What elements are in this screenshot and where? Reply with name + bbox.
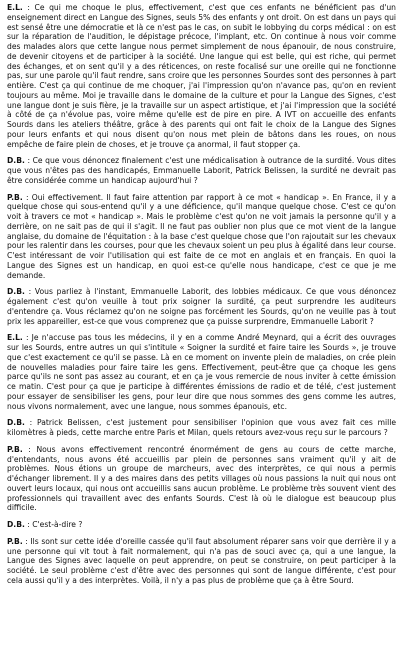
paragraph-text: : Vous parliez à l'instant, Emmanuelle Laborit, des lobbies médicaux. Ce que vous dénoncez également c'est qu'on veuille à tout prix soigner la surdité, ça peut surprendre les auditeurs d'entendre ça. Vous réclamez qu'on ne soigne pas forcément les Sourds, qu'on ne veuille pas à tout prix les appareiller, est-ce que vous comprenez que ça puisse surprendre, Emmanuelle Laborit ? [7,287,396,326]
paragraph-text: : Ce que vous dénoncez finalement c'est une médicalisation à outrance de la surdité. Vous dites que vous n'êtes pas des handicapés, Emmanuelle Laborit, Patrick Belissen, la surdité ne devrait pas être considérée comme un handicap aujourd'hui ? [7,156,396,185]
paragraph-text: : Nous avons effectivement rencontré énormément de gens au cours de cette marche, d'entendants, nous avons été accueillis par plein de personnes sans vraiment qu'il y ait de problèmes. Nous étions un groupe de marcheurs, avec des interprètes, ce qui nous a permis d'échanger librement. Il y a des maires dans des petits villages où nous passions la nuit qui nous ont ouvert leurs locaux, qui nous ont accueillis sans aucun problème. Le problème très souvent vient des professionnels qui travaillent avec des enfants Sourds. C'est là où le dialogue est beaucoup plus difficile. [7,444,396,513]
paragraph-pb-1 [7,193,396,281]
paragraph-db-3 [7,418,396,438]
paragraph-db-2 [7,287,396,326]
paragraph-text: : Ce qui me choque le plus, effectivement, c'est que ces enfants ne bénéficient pas d'un enseignement direct en Langue des Signes, seuls 5% des enfants y ont droit. On est dans un pays qui est sensé être une démocratie et là ce n'est pas le cas, on subit le lobbying du corps médical : on est sur la réparation de l'audition, le dépistage précoce, l'implant, etc. On continue à nous voir comme des malades alors que cette langue nous permet simplement de nous épanouir, de nous construire, de devenir citoyens et de participer à la société. Une langue qui est belle, qui est riche, qui permet des échanges, et on sent qu'il y a des réticences, on reste focalisé sur une oreille qui ne fonctionne pas, sur une parole qu'il faut rendre, sans croire que les personnes Sourdes sont des personnes à part entière. C'est ça qui continue de me choquer, j'ai l'impression qu'on n'avance pas, qu'on en revient toujours au même. Moi je travaille dans le domaine de la culture et pour la Langue des Signes, c'est une langue dont je suis fière, je la travaille sur un aspect artistique, et j'ai l'impression que la société à côté de ça n'évolue pas, voire même qu'elle est de pire en pire. A IVT on accueille des enfants Sourds dans les ateliers théâtre, grâce à des parents qui ont fait le choix de la Langue des Signes pour leurs enfants et qui nous disent qu'on nous met plein de bâtons dans les roues, on nous empêche de faire plein de choses, et je trouve ça anormal, il faut stopper ça. [7,3,396,149]
speaker-label: E.L. [7,3,23,12]
speaker-label: D.B. [7,156,25,166]
paragraph-pb-3 [7,537,396,586]
paragraph-db-4 [7,520,396,530]
paragraph-text: : Oui effectivement. Il faut faire attention par rapport à ce mot « handicap ». En France, il y a quelque chose qui sous-entend qu'il y a une déficience, qu'il manque quelque chose. C'est ce qu'on voit à travers ce mot « handicap ». Mais le problème c'est qu'on ne voit jamais la personne qu'il y a derrière, on ne sait pas de qui il s'agit. Il ne faut pas oublier non plus que ce mot vient de la langue anglaise, du domaine de l'équitation : à la base c'est quelque chose que l'on rajoutait sur les chevaux pour les ralentir dans les courses, pour que les chevaux soient un peu plus à égalité dans leur course. C'est intéressant de voir l'utilisation qui est faite de ce mot en anglais et en français. En quoi la Langue des Signes est un handicap, en quoi est-ce qu'elle nous handicape, c'est ce que je me demande. [7,192,396,280]
paragraph-text: : Patrick Belissen, c'est justement pour sensibiliser l'opinion que vous avez fait ces mille kilomètres à pieds, cette marche entre Paris et Milan, quels retours avez-vous reçu sur le parcours ? [7,418,396,437]
paragraph-text: : Je n'accuse pas tous les médecins, il y en a comme André Meynard, qui a écrit des ouvrages sur les Sourds, entre autres un qui s'intitule « Soigner la surdité et faire taire les Sourds », je trouve que c'est exactement ce qu'il se passe. Là en ce moment on invente plein de maladies, on crée plein de nouvelles maladies pour faire taire les gens. Effectivement, peut-être que ça choque les gens parce qu'ils ne sont pas assez au courant, et en ça je vous remercie de nous inviter à cette émission ce matin. C'est pour ça que je participe à différentes émissions de radio et de télé, c'est justement pour essayer de sensibiliser les gens, pour leur dire que nous sommes des gens comme les autres, nous vivons normalement, avec une langue, nous sommes épanouis, etc. [7,333,396,411]
speaker-label: D.B. [7,418,25,428]
paragraph-db-1 [7,156,396,185]
speaker-label: P.B. [7,444,23,454]
speaker-label: E.L. [7,333,23,343]
paragraph-text: : Ils sont sur cette idée d'oreille cassée qu'il faut absolument réparer sans voir que derrière il y a une personne qui vit tout à fait normalement, qui n'a pas de souci avec ça, qui a une langue, la Langue des Signes avec laquelle on peut apprendre, on peut se construire, on peut participer à la société. Le seul problème c'est d'être avec des personnes qui sont de langue différente, c'est pour cela aussi qu'il y a des interprètes. Voilà, il n'y a pas plus de problème que ça à être Sourd. [7,536,396,585]
paragraph-el-1 [7,3,396,149]
paragraph-text: : C'est-à-dire ? [24,520,83,529]
speaker-label: D.B. [7,287,25,297]
paragraph-el-2 [7,333,396,411]
speaker-label: P.B. [7,192,23,202]
speaker-label: D.B. [7,520,25,529]
speaker-label: P.B. [7,536,23,546]
paragraph-pb-2 [7,445,396,513]
